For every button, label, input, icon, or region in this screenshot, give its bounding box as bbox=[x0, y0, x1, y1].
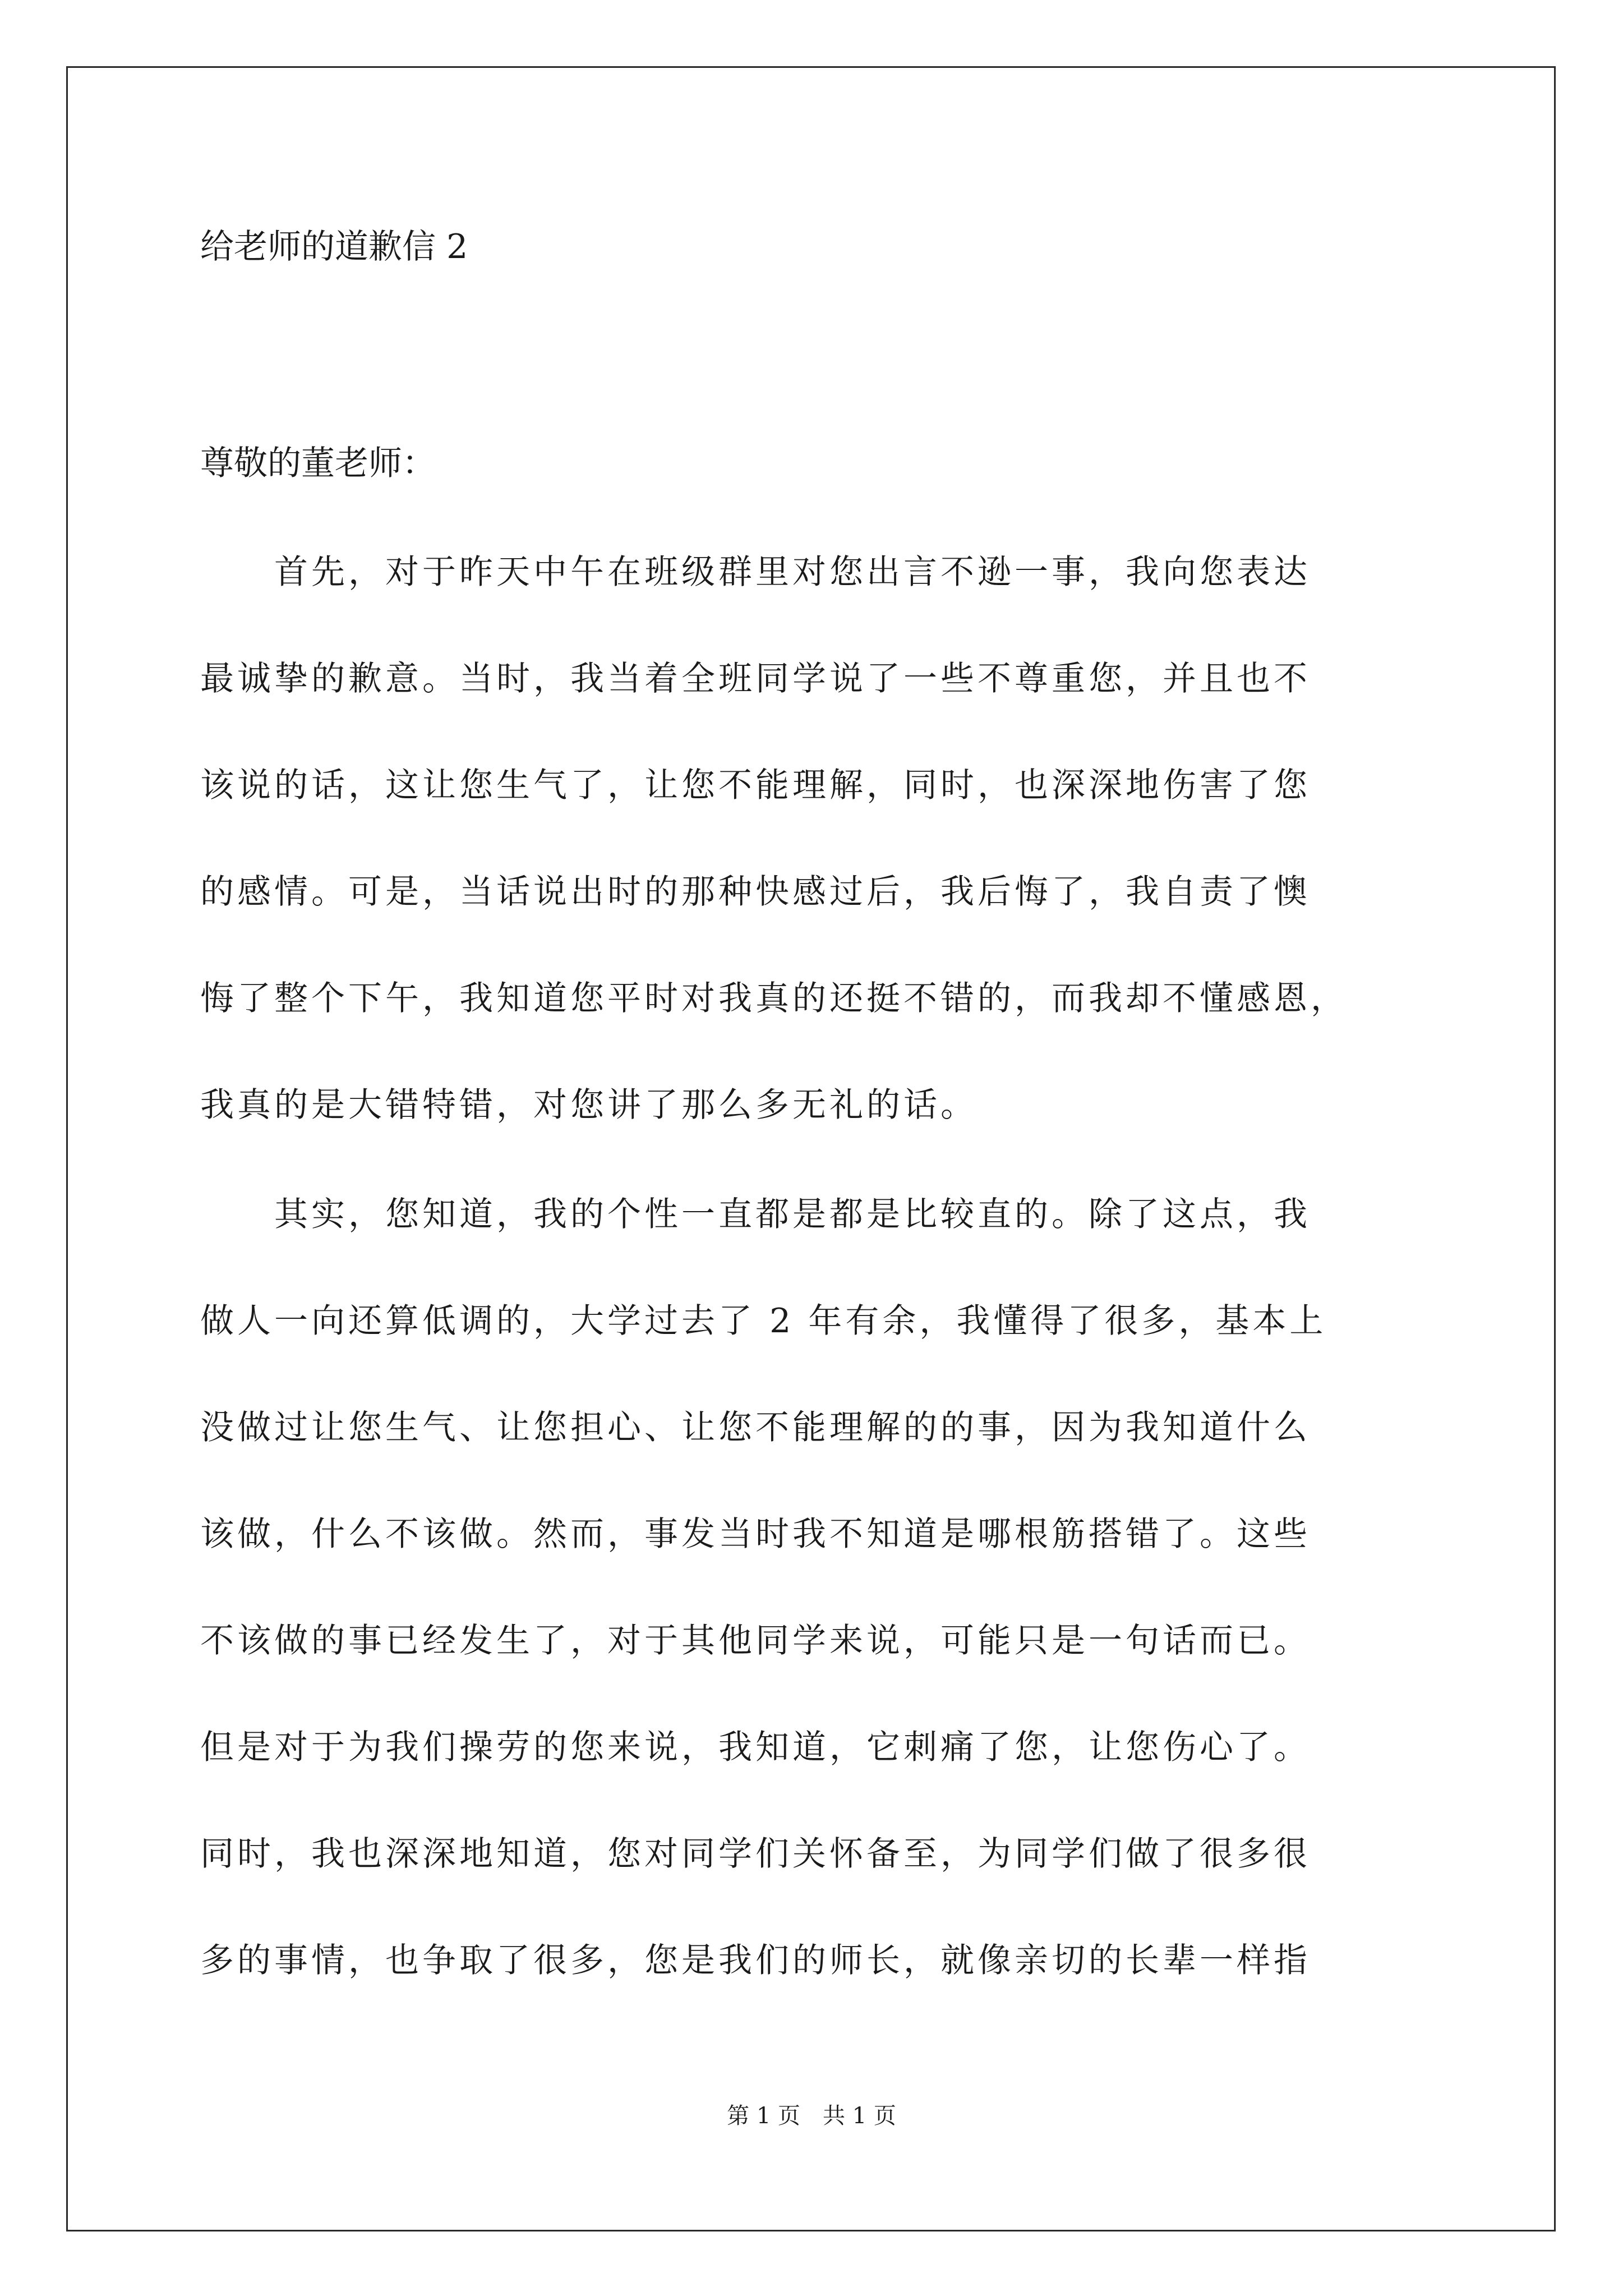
text-line: 多的事情，也争取了很多，您是我们的师长，就像亲切的长辈一样指 bbox=[200, 1941, 1311, 1980]
text-line: 做人一向还算低调的，大学过去了 2 年有余，我懂得了很多，基本上 bbox=[200, 1301, 1327, 1341]
page-frame bbox=[66, 66, 1556, 2231]
text-line: 该说的话，这让您生气了，让您不能理解，同时，也深深地伤害了您 bbox=[200, 766, 1311, 805]
text-line: 的感情。可是，当话说出时的那种快感过后，我后悔了，我自责了懊 bbox=[200, 872, 1311, 912]
text-line: 该做，什么不该做。然而，事发当时我不知道是哪根筋搭错了。这些 bbox=[200, 1515, 1311, 1554]
text-line: 我真的是大错特错，对您讲了那么多无礼的话。 bbox=[200, 1085, 978, 1125]
text-line: 其实，您知道，我的个性一直都是都是比较直的。除了这点，我 bbox=[200, 1195, 1311, 1234]
salutation: 尊敬的董老师： bbox=[200, 444, 436, 483]
text-line: 首先，对于昨天中午在班级群里对您出言不逊一事，我向您表达 bbox=[200, 553, 1311, 592]
text-line: 最诚挚的歉意。当时，我当着全班同学说了一些不尊重您，并且也不 bbox=[200, 659, 1311, 698]
text-line: 不该做的事已经发生了，对于其他同学来说，可能只是一句话而已。 bbox=[200, 1621, 1311, 1660]
document-title: 给老师的道歉信 2 bbox=[200, 227, 468, 266]
text-line: 但是对于为我们操劳的您来说，我知道，它刺痛了您，让您伤心了。 bbox=[200, 1728, 1311, 1767]
text-line: 悔了整个下午，我知道您平时对我真的还挺不错的，而我却不懂感恩， bbox=[200, 979, 1348, 1018]
text-line: 同时，我也深深地知道，您对同学们关怀备至，为同学们做了很多很 bbox=[200, 1834, 1311, 1874]
page-footer: 第 1 页 共 1 页 bbox=[727, 2103, 896, 2129]
text-line: 没做过让您生气、让您担心、让您不能理解的的事，因为我知道什么 bbox=[200, 1408, 1311, 1447]
